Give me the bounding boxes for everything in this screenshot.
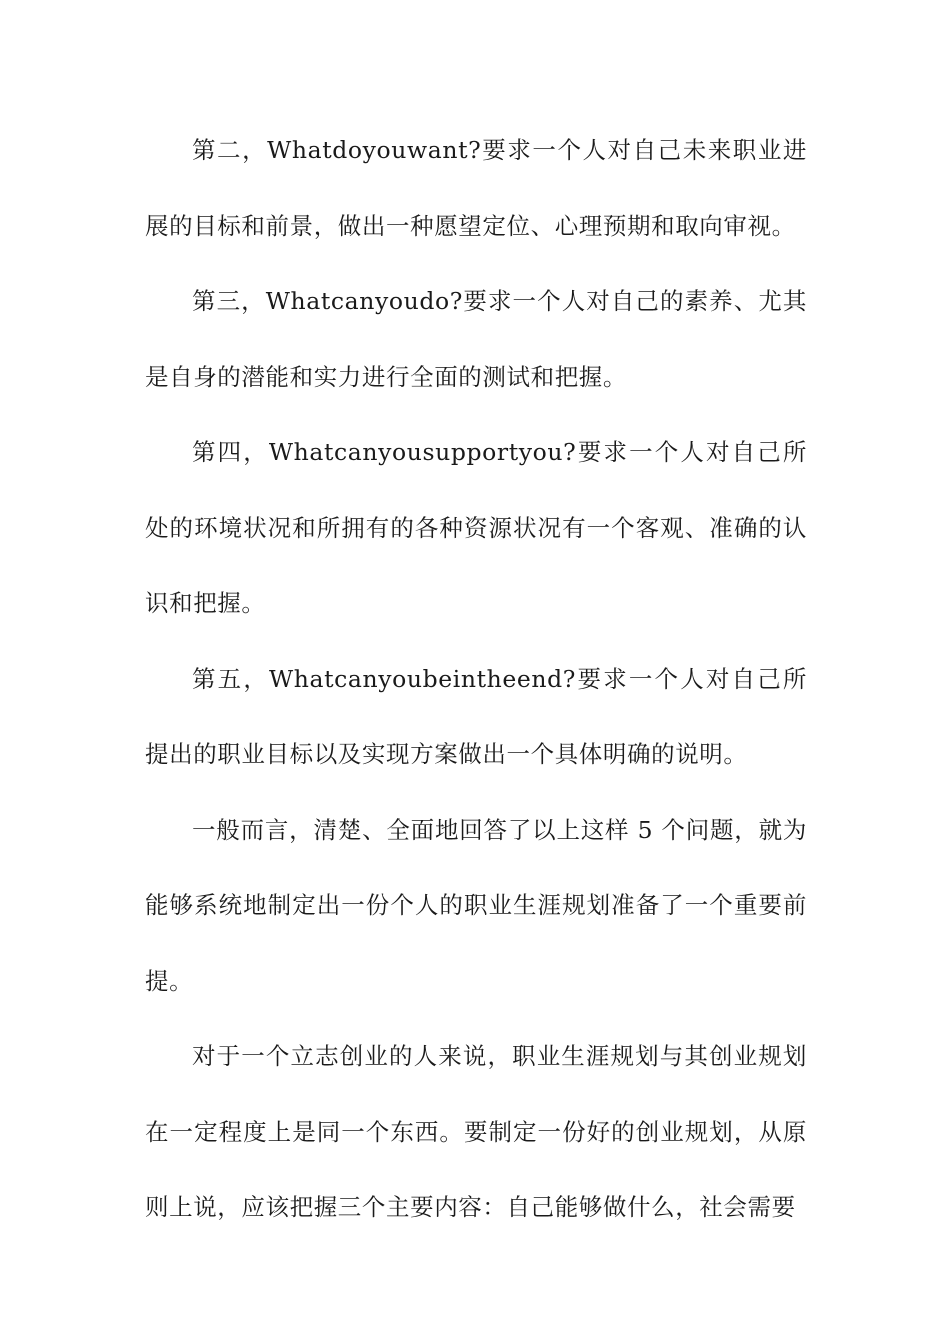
- document-body: [145, 113, 807, 1246]
- paragraph-what-can-you-be: 第五，Whatcanyoubeintheend?要求一个人对自己所提出的职业目标以及实现方案做出一个具体明确的说明。: [145, 664, 807, 768]
- paragraph-what-do-you-want: 第二，Whatdoyouwant?要求一个人对自己未来职业进展的目标和前景，做出一种愿望定位、心理预期和取向审视。: [145, 136, 807, 240]
- paragraph-summary: 一般而言，清楚、全面地回答了以上这样 5 个问题，就为能够系统地制定出一份个人的职业生涯规划准备了一个重要前提。: [145, 815, 807, 995]
- paragraph-what-can-you-do: 第三，Whatcanyoudo?要求一个人对自己的素养、尤其是自身的潜能和实力进行全面的测试和把握。: [145, 287, 807, 391]
- paragraph-what-can-support-you: 第四，Whatcanyousupportyou?要求一个人对自己所处的环境状况和所拥有的各种资源状况有一个客观、准确的认识和把握。: [145, 438, 807, 617]
- paragraph-entrepreneurship: 对于一个立志创业的人来说，职业生涯规划与其创业规划在一定程度上是同一个东西。要制定一份好的创业规划，从原则上说，应该把握三个主要内容：自己能够做什么，社会需要: [145, 1042, 807, 1221]
